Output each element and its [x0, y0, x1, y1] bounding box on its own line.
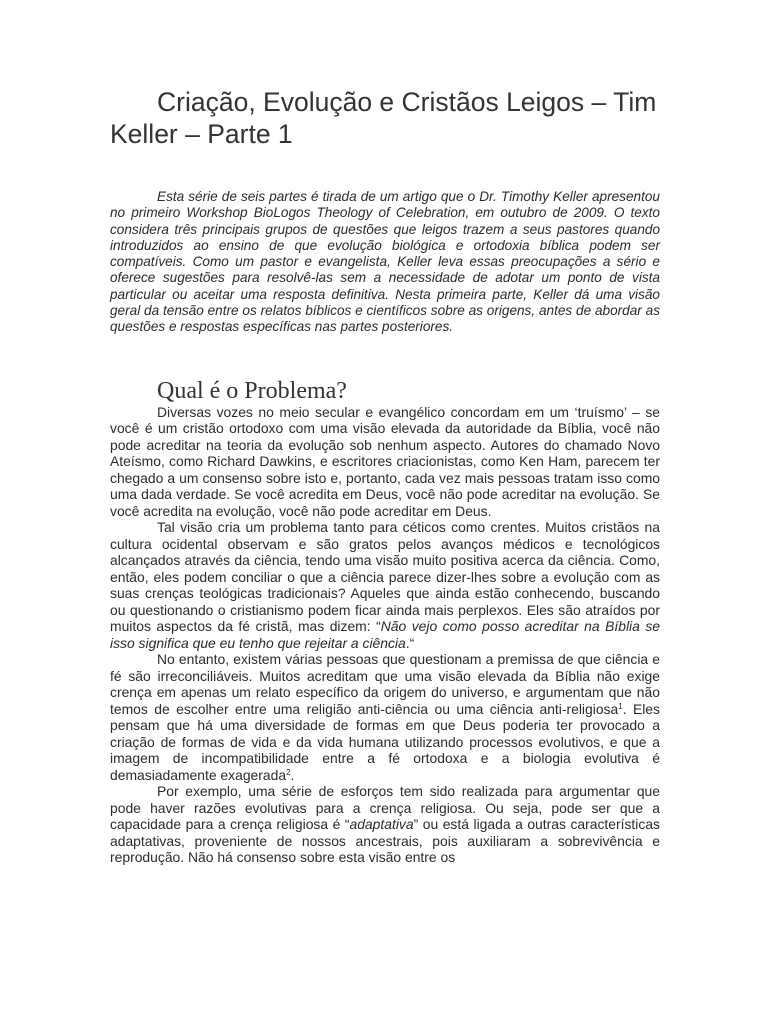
paragraph-2-end: .“: [405, 634, 415, 651]
document-title: Criação, Evolução e Cristãos Leigos – Tim Keller – Parte 1: [110, 87, 657, 149]
paragraph-4-text-b: ” ou está ligada a outras características adaptativas, proveniente de nossos ancestrais, pois auxiliaram a sobrevivência e reprodução. Não há consenso sobre esta visão entre os: [110, 816, 660, 866]
paragraph-3-text-b: . Eles pensam que há uma diversidade de formas em que Deus poderia ter provocado a criação de formas de vida e da vida humana utilizando processos evolutivos, e que a imagem de incompatibilidade entre a fé ortodoxa e a biologia evolutiva é demasiadamente exagerada: [110, 700, 660, 783]
paragraph-3-text-a: No entanto, existem várias pessoas que questionam a premissa de que ciência e fé são irreconciliáveis. Muitos acreditam que uma visão elevada da Bíblia não exige crença em apenas um relato específico da origem do universo, e argumentam que não temos de escolher entre uma religião anti-ciência ou uma ciência anti-religiosa: [110, 651, 660, 717]
intro-paragraph: Esta série de seis partes é tirada de um artigo que o Dr. Timothy Keller apresentou no primeiro Workshop BioLogos Theology of Celebration, em outubro de 2009. O texto considera três principais grupos de questões que leigos trazem a seus pastores quando introduzidos ao ensino de que evolução biológica e ortodoxia bíblica podem ser compatíveis. Como um pastor e evangelista, Keller leva essas preocupações a sério e oferece sugestões para resolvê-las sem a necessidade de adotar um ponto de vista particular ou aceitar uma resposta definitiva. Nesta primeira parte, Keller dá uma visão geral da tensão entre os relatos bíblicos e científicos sobre as origens, antes de abordar as questões e respostas específicas nas partes posteriores.: [110, 189, 660, 335]
footnote-ref-1[interactable]: 1: [618, 701, 623, 711]
footnote-ref-2[interactable]: 2: [286, 767, 291, 777]
paragraph-1: Diversas vozes no meio secular e evangélico concordam em um ‘truísmo’ – se você é um cristão ortodoxo com uma visão elevada da autoridade da Bíblia, você não pode acreditar na teoria da evolução sob nenhum aspecto. Autores do chamado Novo Ateísmo, como Richard Dawkins, e escritores criacionistas, como Ken Ham, parecem ter chegado a um consenso sobre isto e, portanto, cada vez mais pessoas tratam isso como uma dada verdade. Se você acredita em Deus, você não pode acreditar na evolução. Se você acredita na evolução, você não pode acreditar em Deus.: [110, 403, 660, 519]
section-heading: Qual é o Problema?: [157, 377, 347, 404]
body-text: [110, 404, 660, 866]
paragraph-2: [110, 519, 660, 651]
paragraph-4-term: adaptativa: [349, 816, 414, 833]
paragraph-2-text: Tal visão cria um problema tanto para céticos como crentes. Muitos cristãos na cultura ocidental observam e são gratos pelos avanços médicos e tecnológicos alcançados através da ciência, tendo uma visão muito positiva acerca da ciência. Como, então, eles podem conciliar o que a ciência parece dizer-lhes sobre a evolução com as suas crenças teológicas tradicionais? Aqueles que ainda estão conhecendo, buscando ou questionando o cristianismo podem ficar ainda mais perplexos. Eles são atraídos por muitos aspectos da fé cristã, mas dizem: “: [110, 519, 660, 635]
paragraph-4-text-a: Por exemplo, uma série de esforços tem sido realizada para argumentar que pode haver razões evolutivas para a crença religiosa. Ou seja, pode ser que a capacidade para a crença religiosa é “: [110, 783, 660, 833]
paragraph-4: [110, 783, 660, 866]
paragraph-2-quote: Não vejo como posso acreditar na Bíblia se isso significa que eu tenho que rejeitar a ciência: [110, 618, 660, 651]
paragraph-3: [110, 651, 660, 783]
paragraph-3-text-c: .: [290, 766, 295, 783]
document-page: [110, 86, 660, 866]
